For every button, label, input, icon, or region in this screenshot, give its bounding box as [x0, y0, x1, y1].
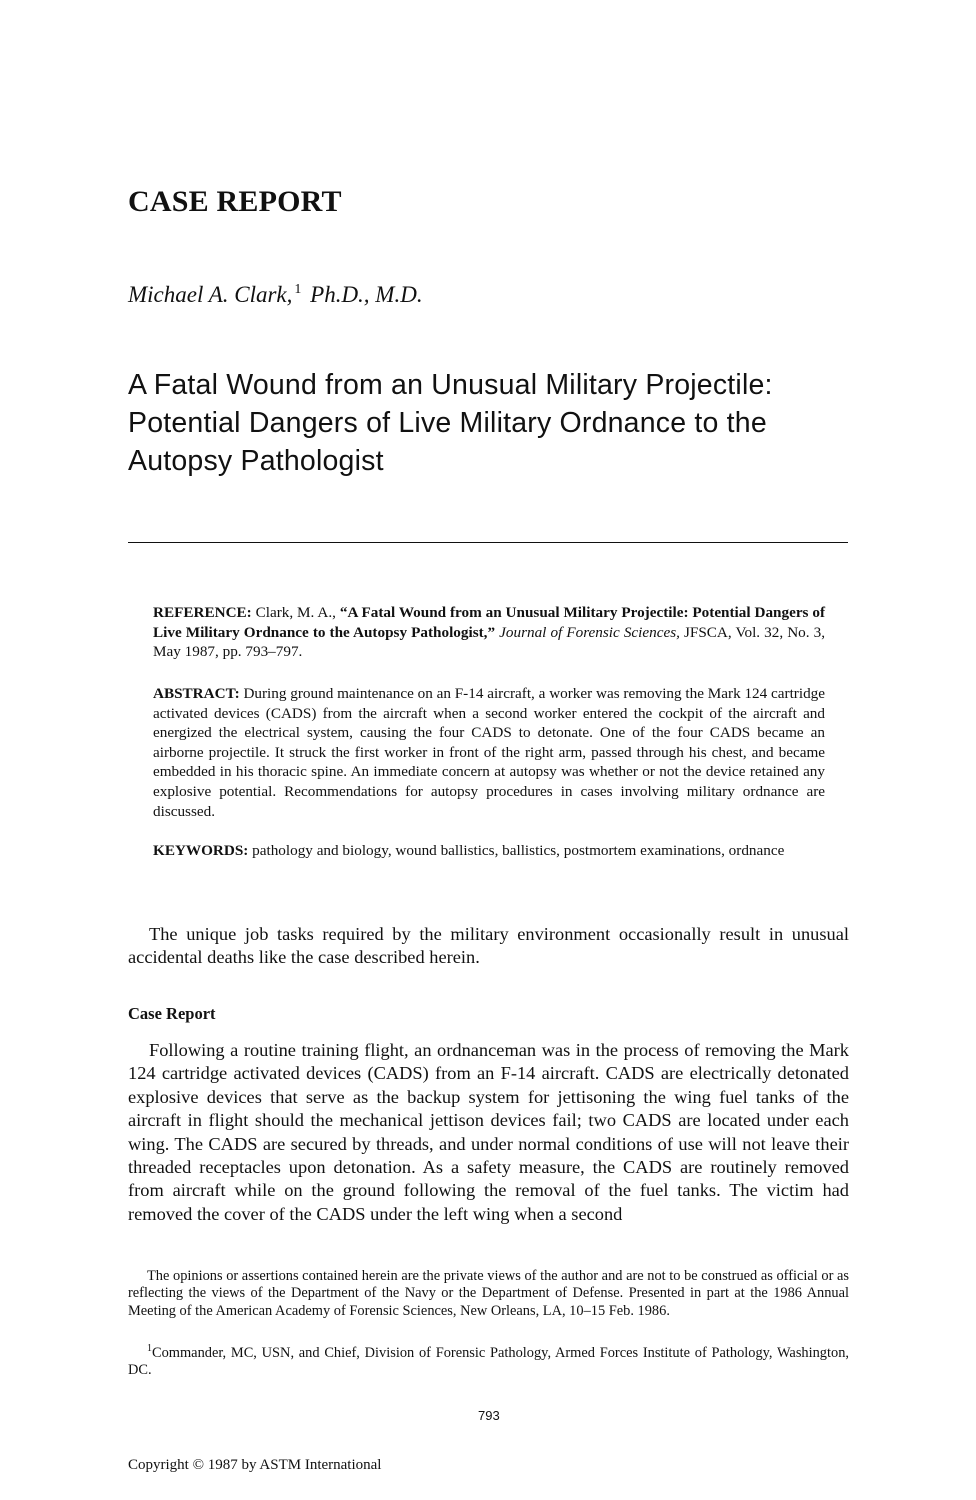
reference-journal: Journal of Forensic Sciences, — [499, 623, 680, 641]
title-line: Potential Dangers of Live Military Ordnance to the — [128, 407, 767, 439]
reference-label: REFERENCE: — [153, 604, 252, 621]
reference-article-title: “A Fatal Wound from an Unusual Military Projectile: Potential Dangers of Live Military Ordnance to the Autopsy Pathologist,” — [153, 604, 826, 641]
footnote-author-mark: 1 — [147, 1343, 152, 1354]
reference-authors: Clark, M. A., — [255, 604, 336, 621]
title-line: Autopsy Pathologist — [128, 445, 384, 477]
article-title — [128, 366, 888, 480]
abstract-text: During ground maintenance on an F-14 aircraft, a worker was removing the Mark 124 cartridge activated devices (CADS) from the aircraft when a second worker entered the cockpit of the aircraft and energized the electrical system, causing the four CADS to detonate. One of the four CADS became an airborne projectile. It struck the first worker in front of the right arm, passed through his chest, and became embedded in his thoracic spine. An immediate concern at autopsy was whether or not the device retained any explosive potential. Recommendations for autopsy procedures in cases involving military ordnance are discussed. — [153, 685, 826, 820]
author-footnote-mark: 1 — [294, 282, 302, 297]
copyright-line: Copyright © 1987 by ASTM International — [128, 1457, 382, 1473]
case-report-heading: Case Report — [128, 1004, 216, 1023]
keywords-label: KEYWORDS: — [153, 842, 249, 859]
author-degrees: Ph.D., M.D. — [310, 282, 423, 307]
title-divider — [128, 542, 848, 543]
intro-paragraph: The unique job tasks required by the military environment occasionally result in unusual accidental deaths like the case described herein. — [128, 924, 849, 968]
page-number: 793 — [478, 1408, 500, 1423]
section-label: CASE REPORT — [128, 185, 342, 218]
abstract-label: ABSTRACT: — [153, 685, 240, 702]
author-line — [128, 282, 423, 308]
case-report-paragraph: Following a routine training flight, an ordnanceman was in the process of removing the Mark 124 cartridge activated devices (CADS) from an F-14 aircraft. CADS are electrically detonated explosive devices that serve as the backup system for jettisoning the wing fuel tanks of the aircraft in flight should the mechanical jettison devices fail; two CADS are located under each wing. The CADS are secured by threads, and under normal conditions of use will not leave their threaded receptacles upon detonation. As a safety measure, the CADS are routinely removed from aircraft while on the ground following the removal of the fuel tanks. The victim had removed the cover of the CADS under the left wing when a second — [128, 1040, 849, 1224]
footnote-author-affiliation: Commander, MC, USN, and Chief, Division of Forensic Pathology, Armed Forces Institute of Pathology, Washington, DC. — [128, 1344, 849, 1379]
reference-citation: JFSCA, Vol. 32, No. 3, May 1987, pp. 793–797. — [153, 623, 826, 661]
author-name: Michael A. Clark, — [128, 282, 293, 307]
footnote-disclaimer: The opinions or assertions contained herein are the private views of the author and are not to be construed as official or as reflecting the views of the Department of the Navy or the Department of Defense. Presented in part at the 1986 Annual Meeting of the American Academy of Forensic Sciences, New Orleans, LA, 10–15 Feb. 1986. — [128, 1268, 849, 1319]
abstract-block — [153, 684, 825, 821]
keywords-text: pathology and biology, wound ballistics, ballistics, postmortem examinations, ordnance — [252, 842, 785, 859]
footnote-author — [128, 1340, 849, 1379]
title-line: A Fatal Wound from an Unusual Military Projectile: — [128, 369, 773, 401]
reference-block — [153, 603, 825, 662]
keywords-block — [153, 841, 825, 861]
